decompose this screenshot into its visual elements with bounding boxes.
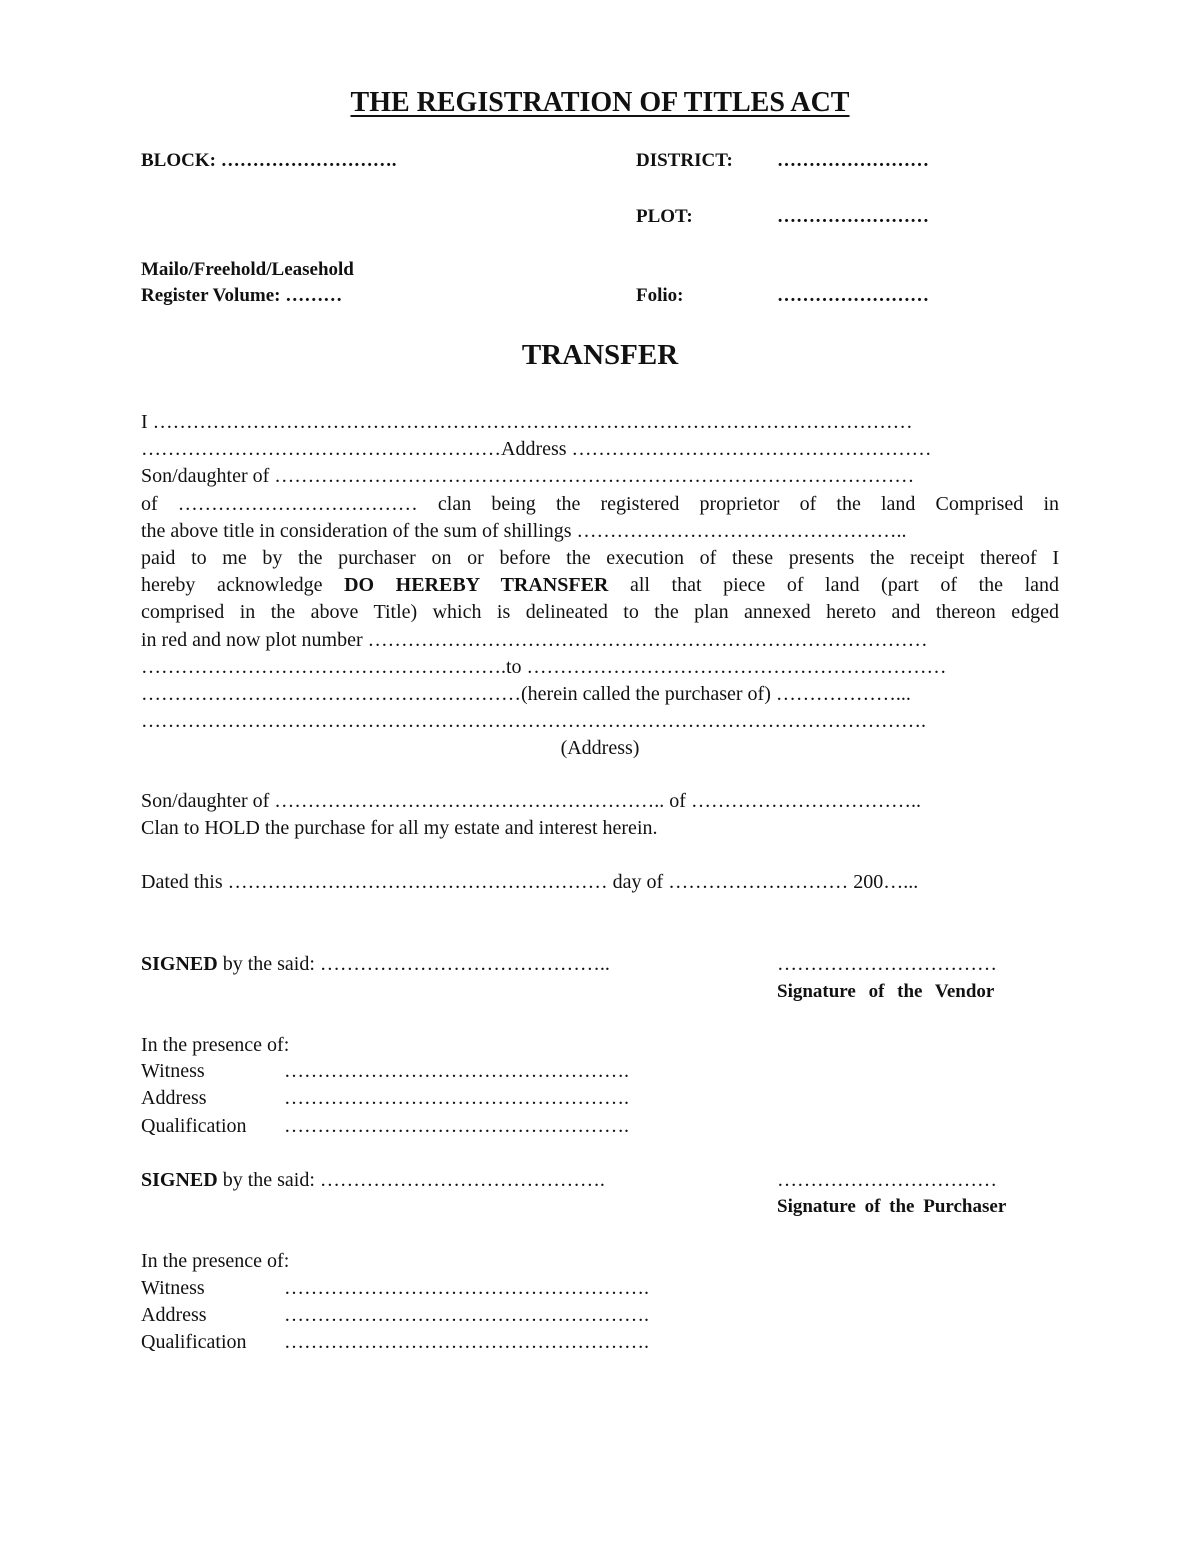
body-line-3: Son/daughter of …………………………………………………………………………………… [141, 465, 915, 488]
purchaser-signature-label: Signature of the Purchaser [777, 1196, 1007, 1217]
plot-value: …………………… [777, 206, 929, 227]
purchaser-signed-word: SIGNED [141, 1169, 218, 1191]
vendor-signed-word: SIGNED [141, 953, 218, 975]
body-line-2: ………………………………………………Address ……………………………………………… [141, 438, 932, 461]
purchaser-signature-line: …………………………… [777, 1169, 997, 1191]
address-caption: (Address) [560, 737, 640, 760]
vendor-address-value: ……………………………………………. [284, 1087, 629, 1109]
transfer-body [141, 409, 1059, 762]
folio-label: Folio: [636, 285, 684, 306]
vendor-address-row [141, 1087, 629, 1110]
purchaser-address-row [141, 1304, 649, 1327]
district-value: …………………… [777, 150, 929, 171]
transfer-heading: TRANSFER [521, 339, 679, 371]
body-line-1: I …………………………………………………………………………………………………… [141, 411, 913, 433]
dated-line: Dated this ………………………………………………… day of ……………………… 200…... [141, 871, 919, 893]
body-line-10: ……………………………………………….to ……………………………………………………… [141, 655, 947, 678]
body-line-7-pre: hereby acknowledge [141, 574, 323, 597]
transfer-clause: DO HEREBY TRANSFER [344, 574, 609, 597]
purchaser-qualification-value: ………………………………………………. [284, 1331, 649, 1353]
purchaser-witness-row [141, 1277, 649, 1300]
body-line-7-post: all that piece of land (part of the land [629, 574, 1059, 597]
purchaser-signed-rest: by the said: ……………………………………. [217, 1169, 605, 1191]
vendor-witness-row [141, 1060, 629, 1083]
vendor-signature-line: …………………………… [777, 953, 997, 975]
purchaser-address-label: Address [141, 1304, 207, 1326]
plot-label: PLOT: [636, 206, 693, 227]
vendor-witness-value: ……………………………………………. [284, 1060, 629, 1082]
body-line-9: in red and now plot number ………………………………………………………………………… [141, 628, 928, 651]
body-line-12: ………………………………………………………………………………………………………. [141, 710, 926, 733]
block-field: BLOCK: ………………………. [141, 150, 397, 171]
body-line-5: the above title in consideration of the sum of shillings ………………………………………….. [141, 519, 907, 542]
purchaser-witness-label: Witness [141, 1277, 205, 1299]
clan-hold-line: Clan to HOLD the purchase for all my estate and interest herein. [141, 817, 658, 839]
body-line-4: of ……………………………… clan being the registered proprietor of the land Comprised in [141, 492, 1059, 515]
purchaser-qualification-label: Qualification [141, 1331, 247, 1353]
district-label: DISTRICT: [636, 150, 733, 171]
vendor-qualification-row [141, 1115, 629, 1138]
register-volume-field: Register Volume: ……… [141, 285, 343, 306]
purchaser-witness-value: ………………………………………………. [284, 1277, 649, 1299]
vendor-signature-label: Signature of the Vendor [777, 981, 995, 1002]
folio-value: …………………… [777, 285, 929, 306]
body-line-6: paid to me by the purchaser on or before the execution of these presents the receipt thereof I [141, 546, 1059, 569]
purchaser-address-value: ………………………………………………. [284, 1304, 649, 1326]
tenure-label: Mailo/Freehold/Leasehold [141, 259, 354, 280]
purchaser-signed-line [141, 1169, 605, 1192]
vendor-address-label: Address [141, 1087, 207, 1109]
body-line-7 [141, 572, 1059, 599]
purchaser-qualification-row [141, 1331, 649, 1354]
purchaser-presence-label: In the presence of: [141, 1250, 290, 1272]
document-title: THE REGISTRATION OF TITLES ACT [350, 87, 850, 118]
vendor-qualification-label: Qualification [141, 1115, 247, 1137]
vendor-qualification-value: ……………………………………………. [284, 1115, 629, 1137]
vendor-signed-line [141, 953, 610, 976]
vendor-presence-label: In the presence of: [141, 1034, 290, 1056]
body-line-11: …………………………………………………(herein called the purchaser of) ………………... [141, 682, 911, 705]
vendor-witness-label: Witness [141, 1060, 205, 1082]
vendor-signed-rest: by the said: …………………………………….. [217, 953, 610, 975]
body-line-8: comprised in the above Title) which is delineated to the plan annexed hereto and thereon edged [141, 601, 1059, 624]
son-daughter-line: Son/daughter of ………………………………………………….. of …………………………….. [141, 790, 921, 812]
